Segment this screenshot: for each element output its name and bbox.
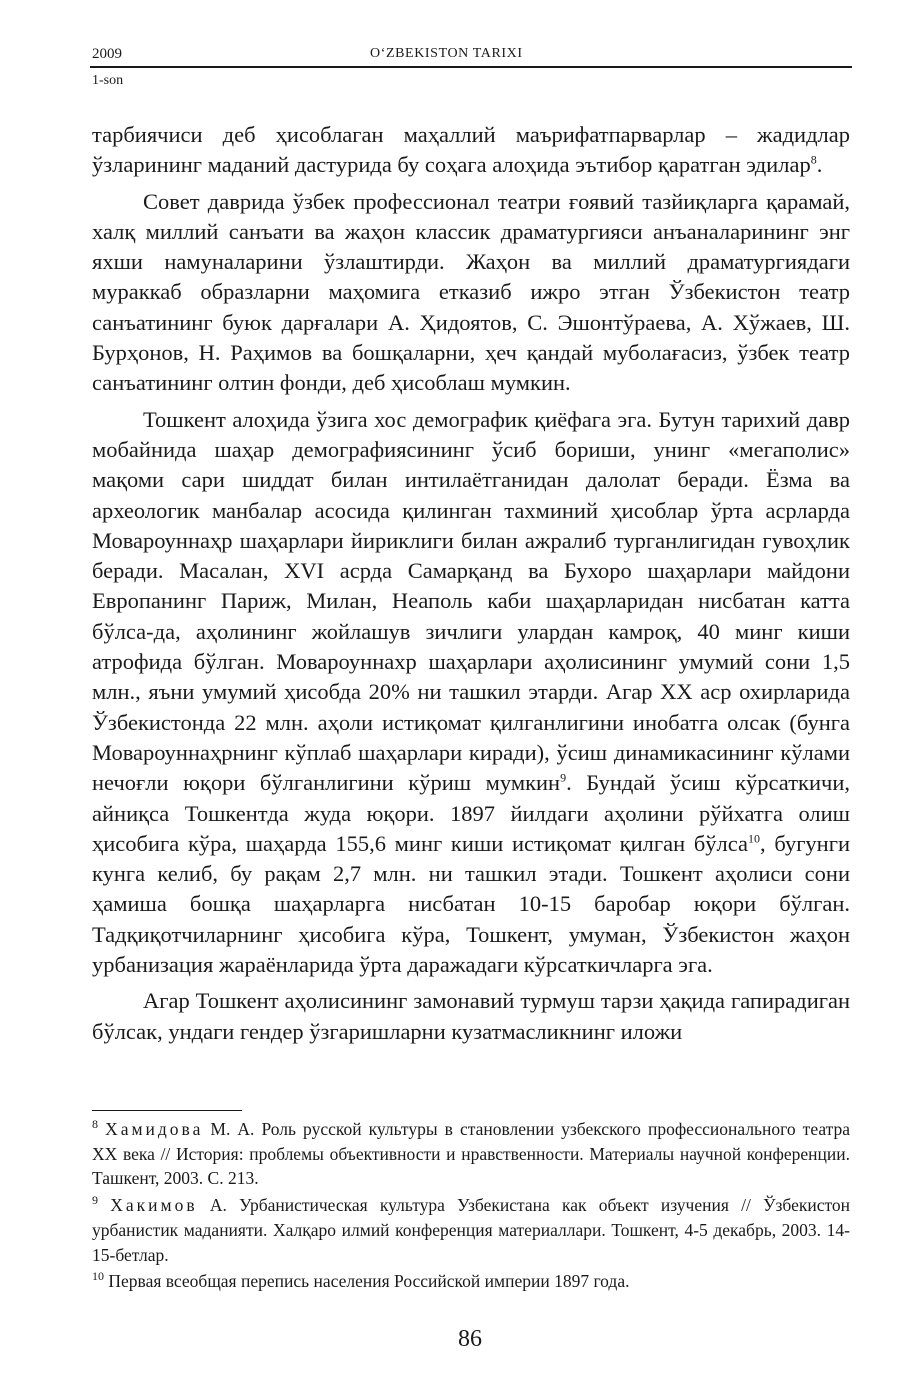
footnote-10: $^{10}$ Первая всеобщая перепись населения Российской империи 1897 года. (92, 1269, 630, 1292)
header-journal-title: O‘ZBEKISTON TARIXI (370, 46, 523, 61)
footnote-ref-8: 8 (810, 152, 817, 167)
footnote-9: $^9$ Хакимов А. Урбанистическая культура Узбекистана как объект изучения // Ўзбекистон урбанистик маданияти. Халқаро илмий конференция материаллари. Тошкент, 4-5 декабрь, 2003. 14-15-бетлар. (92, 1193, 850, 1265)
paragraph-1: тарбиячиси деб ҳисоблаган маҳаллий маърифатпарварлар – жадидлар ўзларининг маданий дастурида бу соҳага алоҳида эътибор қаратган эдилар$^8$. (92, 122, 850, 178)
header-rule (90, 66, 852, 68)
footnotes (92, 1117, 850, 1296)
footnote-separator (92, 1110, 242, 1111)
paragraph-2: Совет даврида ўзбек профессионал театри ғоявий тазйиқларга қарамай, халқ миллий санъати ва жаҳон классик драматургияси анъаналарининг энг яхши намуналарини ўзлаштирди. Жаҳон ва миллий драматургиядаги мураккаб образларни маҳомига етказиб ижро этган Ўзбекистон театр санъатининг буюк дарғалари А. Ҳидоятов, С. Эшонтўраева, А. Хўжаев, Ш. Бурҳонов, Н. Раҳимов ва бошқаларни, ҳеч қандай муболағасиз, ўзбек театр санъатининг олтин фонди, деб ҳисоблаш мумкин. (92, 188, 850, 396)
header-issue: 1-son (92, 73, 124, 88)
body-text (92, 120, 850, 1053)
header-year: 2009 (92, 46, 122, 62)
page-number: 86 (458, 1326, 482, 1352)
paragraph-4: Агар Тошкент аҳолисининг замонавий турмуш тарзи ҳақида гапирадиган бўлсак, ундаги гендер ўзгаришларни кузатмасликнинг иложи (92, 988, 850, 1044)
footnote-8: $^8$ Хамидова М. А. Роль русской культуры в становлении узбекского профессионального театра XX века // История: проблемы объективности и нравственности. Материалы научной конференции. Ташкент, 2003. С. 213. (92, 1117, 851, 1189)
footnote-ref-10: 10 (748, 831, 761, 846)
footnote-ref-9: 9 (560, 770, 567, 785)
paragraph-3: Тошкент алоҳида ўзига хос демографик қиёфага эга. Бутун тарихий давр мобайнида шаҳар демографиясининг ўсиб бориши, унинг «мегаполис» мақоми сари шиддат билан интилаётганидан далолат беради. Ёзма ва археологик манбалар асосида қилинган тахминий ҳисоблар ўрта асрларда Мовароуннаҳр шаҳарлари йириклиги билан ажралиб турганлигидан гувоҳлик беради. Масалан, XVI асрда Самарқанд ва Бухоро шаҳарлари майдони Европанинг Париж, Милан, Неаполь каби шаҳарларидан нисбатан катта бўлса-да, аҳолининг жойлашув зичлиги улардан камроқ, 40 минг киши атрофида бўлган. Мовароуннахр шаҳарлари аҳолисининг умумий сони 1,5 млн., яъни умумий ҳисобда 20% ни ташкил этарди. Агар XX аср охирларида Ўзбекистонда 22 млн. аҳоли истиқомат қилганлигини инобатга олсак (бунга Мовароуннаҳрнинг кўплаб шаҳарлари киради), ўсиш динамикасининг кўлами нечоғли юқори бўлганлигини кўриш мумкин$^9$. Бундай ўсиш кўрсаткичи, айниқса Тошкентда жуда юқори. 1897 йилдаги аҳолини рўйхатга олиш ҳисобига кўра, шаҳарда 155,6 минг киши истиқомат қилган бўлса$^{10}$, бугунги кунга келиб, бу рақам 2,7 млн. ни ташкил этади. Тошкент аҳолиси сони ҳамиша бошқа шаҳарларга нисбатан 10-15 баробар юқори бўлган. Тадқиқотчиларнинг ҳисобига кўра, Тошкент, умуман, Ўзбекистон жаҳон урбанизация жараёнларида ўрта даражадаги кўрсаткичларга эга. (92, 406, 850, 978)
